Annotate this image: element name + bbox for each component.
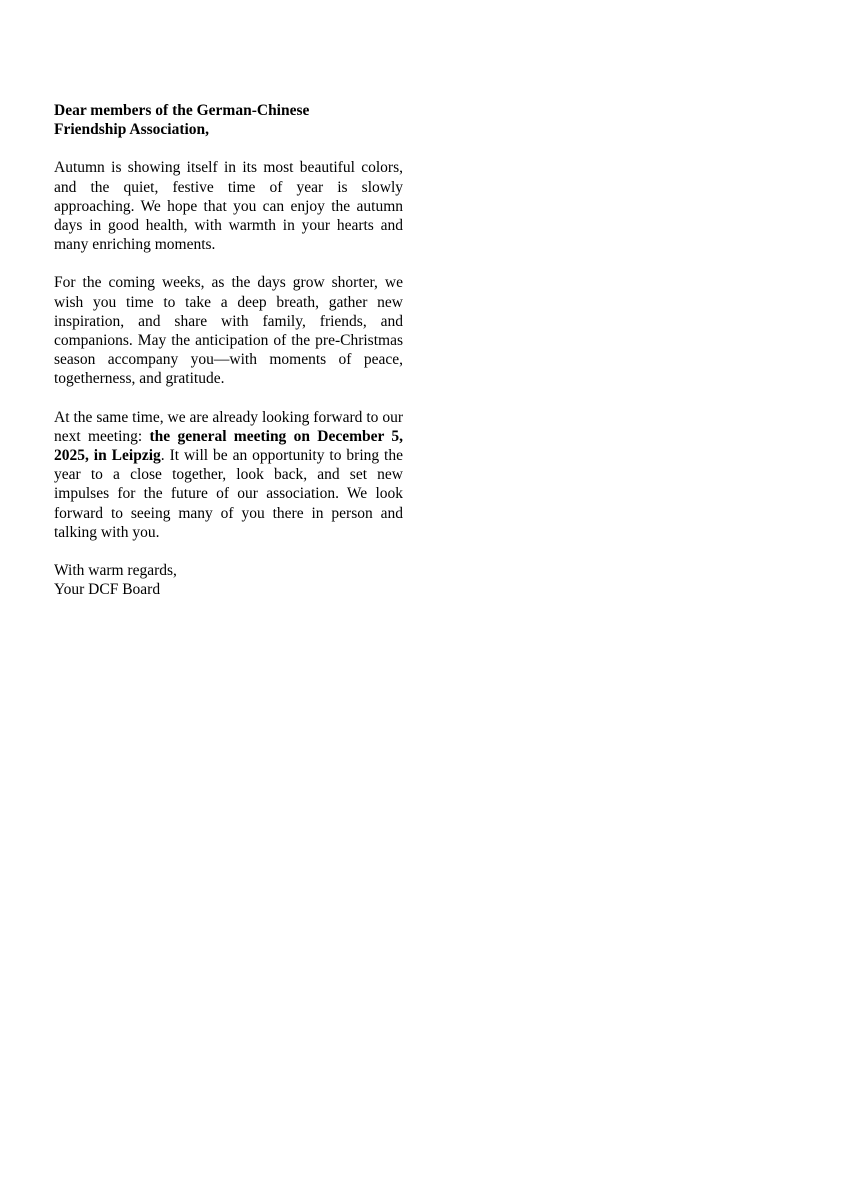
salutation <box>54 101 403 139</box>
paragraph-next-meeting-lead: At the same time, we are already looking forward to our next meeting: <box>54 408 403 445</box>
paragraph-next-meeting <box>54 408 403 542</box>
salutation-line-2: Friendship Association, <box>54 121 210 139</box>
closing-board: Your DCF Board <box>54 581 161 599</box>
general-meeting-announcement: the general meeting on December 5, 2025, in Leipzig <box>54 427 404 465</box>
paragraph-autumn: Autumn is showing itself in its most beautiful colors, and the quiet, festive time of year is slowly approaching. We hope that you can enjoy the autumn days in good health, with warmth in your hearts and many enriching moments. <box>54 159 403 254</box>
paragraph-coming-weeks: For the coming weeks, as the days grow shorter, we wish you time to take a deep breath, gather new inspiration, and share with family, friends, and companions. May the anticipation of the pre-Christmas season accompany you—with moments of peace, togetherness, and gratitude. <box>54 274 403 388</box>
paragraph-next-meeting-rest: . It will be an opportunity to bring the year to a close together, look back, and set new impulses for the future of our association. We look forward to seeing many of you there in person and talking with you. <box>54 447 403 541</box>
letter-body <box>54 101 403 599</box>
closing-signature <box>54 561 403 599</box>
closing-regards: With warm regards, <box>54 562 177 580</box>
salutation-line-1: Dear members of the German-Chinese <box>54 102 310 119</box>
